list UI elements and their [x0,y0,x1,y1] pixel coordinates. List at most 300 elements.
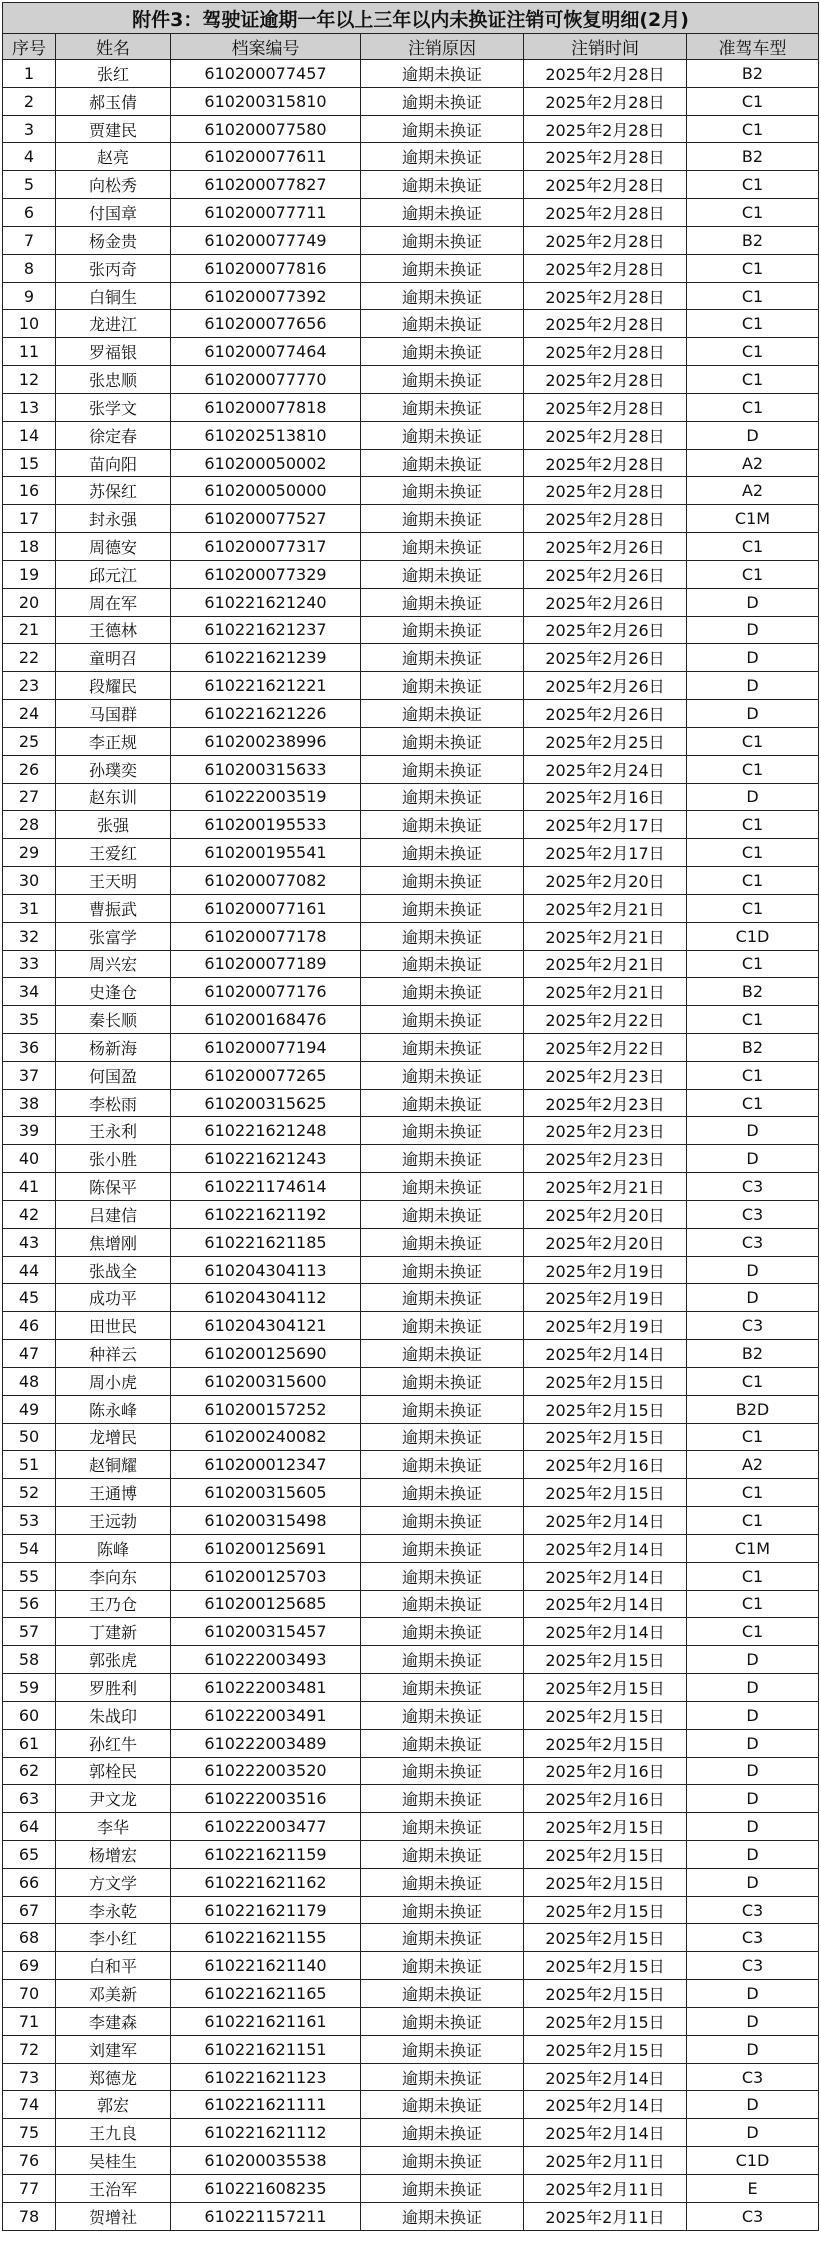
cell-reason: 逾期未换证 [361,1841,524,1869]
cell-name: 王德林 [56,616,171,644]
cell-date: 2025年2月19日 [524,1256,687,1284]
document-sheet [2,2,818,2231]
cell-date: 2025年2月15日 [524,2035,687,2063]
cell-date: 2025年2月28日 [524,254,687,282]
table-row [3,2007,819,2035]
table-row [3,644,819,672]
cell-license-class: C3 [687,1312,819,1340]
title-row [3,3,819,34]
column-header-name: 姓名 [56,34,171,60]
cell-license-class: C1 [687,1479,819,1507]
cell-name: 吕建信 [56,1200,171,1228]
cell-date: 2025年2月15日 [524,1479,687,1507]
cell-file-number: 610200077189 [171,950,361,978]
cell-index: 68 [3,1924,56,1952]
table-row [3,755,819,783]
cell-file-number: 610222003493 [171,1646,361,1674]
cell-reason: 逾期未换证 [361,1701,524,1729]
table-row [3,1089,819,1117]
column-header-index: 序号 [3,34,56,60]
table-row [3,1980,819,2008]
cell-date: 2025年2月21日 [524,894,687,922]
cell-license-class: C1 [687,811,819,839]
cell-index: 54 [3,1534,56,1562]
cell-file-number: 610200077082 [171,867,361,895]
cell-name: 周小虎 [56,1367,171,1395]
cell-file-number: 610200012347 [171,1451,361,1479]
cell-index: 2 [3,87,56,115]
cell-license-class: D [687,1868,819,1896]
cell-name: 陈保平 [56,1173,171,1201]
cell-date: 2025年2月28日 [524,310,687,338]
table-row [3,1729,819,1757]
cell-reason: 逾期未换证 [361,1284,524,1312]
cell-date: 2025年2月28日 [524,87,687,115]
cell-name: 付国章 [56,199,171,227]
cell-date: 2025年2月26日 [524,560,687,588]
cell-date: 2025年2月15日 [524,1896,687,1924]
table-row [3,1674,819,1702]
cell-reason: 逾期未换证 [361,2147,524,2175]
table-row [3,1033,819,1061]
cell-date: 2025年2月23日 [524,1117,687,1145]
cell-file-number: 610200077827 [171,171,361,199]
cell-file-number: 610221621239 [171,644,361,672]
cell-file-number: 610221621185 [171,1228,361,1256]
cell-license-class: D [687,1785,819,1813]
cell-index: 63 [3,1785,56,1813]
cell-license-class: C1M [687,1534,819,1562]
cell-name: 李建森 [56,2007,171,2035]
cell-reason: 逾期未换证 [361,1340,524,1368]
cell-date: 2025年2月28日 [524,171,687,199]
cell-license-class: C1M [687,505,819,533]
table-row [3,1367,819,1395]
cell-date: 2025年2月26日 [524,672,687,700]
table-row [3,1757,819,1785]
cell-index: 7 [3,226,56,254]
table-row [3,1590,819,1618]
cell-name: 王治军 [56,2174,171,2202]
cell-name: 李正规 [56,727,171,755]
cell-name: 郑德龙 [56,2063,171,2091]
cell-reason: 逾期未换证 [361,1757,524,1785]
table-row [3,393,819,421]
cell-name: 李华 [56,1813,171,1841]
cell-date: 2025年2月25日 [524,727,687,755]
cell-index: 62 [3,1757,56,1785]
cell-index: 53 [3,1507,56,1535]
cell-date: 2025年2月15日 [524,1423,687,1451]
cell-name: 龙增民 [56,1423,171,1451]
cell-name: 段耀民 [56,672,171,700]
cell-name: 王天明 [56,867,171,895]
cell-index: 23 [3,672,56,700]
cell-index: 52 [3,1479,56,1507]
cell-index: 42 [3,1200,56,1228]
cell-reason: 逾期未换证 [361,143,524,171]
cell-date: 2025年2月14日 [524,1562,687,1590]
cell-index: 51 [3,1451,56,1479]
table-row [3,171,819,199]
cell-date: 2025年2月21日 [524,978,687,1006]
cell-file-number: 610200168476 [171,1006,361,1034]
cell-file-number: 610222003491 [171,1701,361,1729]
cell-name: 白和平 [56,1952,171,1980]
cell-index: 27 [3,783,56,811]
cell-file-number: 610221621140 [171,1952,361,1980]
cell-name: 龙进江 [56,310,171,338]
cell-reason: 逾期未换证 [361,2035,524,2063]
cell-name: 朱战印 [56,1701,171,1729]
cell-reason: 逾期未换证 [361,1395,524,1423]
cell-name: 封永强 [56,505,171,533]
cell-index: 21 [3,616,56,644]
cell-license-class: B2 [687,226,819,254]
table-row [3,727,819,755]
cell-name: 成功平 [56,1284,171,1312]
cell-date: 2025年2月20日 [524,1228,687,1256]
table-row [3,1646,819,1674]
cell-license-class: D [687,1980,819,2008]
cell-license-class: C1D [687,922,819,950]
table-row [3,199,819,227]
cell-license-class: C1 [687,867,819,895]
table-row [3,1813,819,1841]
cell-name: 曹振武 [56,894,171,922]
cell-file-number: 610221621112 [171,2119,361,2147]
cell-reason: 逾期未换证 [361,700,524,728]
cell-name: 张忠顺 [56,366,171,394]
cell-name: 史逢仓 [56,978,171,1006]
cell-index: 1 [3,60,56,88]
cell-reason: 逾期未换证 [361,1896,524,1924]
cell-index: 25 [3,727,56,755]
table-row [3,477,819,505]
cell-name: 方文学 [56,1868,171,1896]
cell-reason: 逾期未换证 [361,1868,524,1896]
cell-license-class: D [687,1757,819,1785]
cell-name: 李向东 [56,1562,171,1590]
cell-index: 9 [3,282,56,310]
cell-file-number: 610200125703 [171,1562,361,1590]
column-header-date: 注销时间 [524,34,687,60]
cell-reason: 逾期未换证 [361,1200,524,1228]
cell-date: 2025年2月21日 [524,950,687,978]
cell-name: 田世民 [56,1312,171,1340]
cell-reason: 逾期未换证 [361,226,524,254]
cell-license-class: C1 [687,366,819,394]
cell-file-number: 610221621248 [171,1117,361,1145]
table-row [3,588,819,616]
cell-index: 36 [3,1033,56,1061]
cell-file-number: 610222003477 [171,1813,361,1841]
cell-reason: 逾期未换证 [361,1256,524,1284]
cell-license-class: D [687,1729,819,1757]
table-row [3,366,819,394]
cell-file-number: 610221174614 [171,1173,361,1201]
cell-file-number: 610221621111 [171,2091,361,2119]
cell-date: 2025年2月20日 [524,867,687,895]
cell-name: 秦长顺 [56,1006,171,1034]
cell-license-class: C1 [687,950,819,978]
table-row [3,60,819,88]
cell-name: 种祥云 [56,1340,171,1368]
cell-license-class: C1 [687,393,819,421]
cell-file-number: 610200315633 [171,755,361,783]
cell-license-class: D [687,1256,819,1284]
table-row [3,672,819,700]
cell-index: 64 [3,1813,56,1841]
cell-index: 29 [3,839,56,867]
cell-date: 2025年2月16日 [524,783,687,811]
cell-file-number: 610200315600 [171,1367,361,1395]
cell-file-number: 610200125685 [171,1590,361,1618]
cell-date: 2025年2月15日 [524,1367,687,1395]
cell-reason: 逾期未换证 [361,254,524,282]
cell-file-number: 610200195533 [171,811,361,839]
cell-license-class: C3 [687,1924,819,1952]
cell-date: 2025年2月22日 [524,1006,687,1034]
cell-file-number: 610221621162 [171,1868,361,1896]
cell-license-class: D [687,672,819,700]
cell-name: 贺增社 [56,2202,171,2230]
table-row [3,867,819,895]
table-row [3,1145,819,1173]
cell-file-number: 610200077317 [171,533,361,561]
table-row [3,700,819,728]
cell-license-class: C1 [687,894,819,922]
cell-reason: 逾期未换证 [361,1507,524,1535]
cell-reason: 逾期未换证 [361,1145,524,1173]
table-row [3,1479,819,1507]
cell-license-class: C3 [687,1228,819,1256]
cell-name: 尹文龙 [56,1785,171,1813]
table-row [3,2035,819,2063]
cell-reason: 逾期未换证 [361,366,524,394]
cell-date: 2025年2月21日 [524,922,687,950]
cell-index: 61 [3,1729,56,1757]
cell-name: 周兴宏 [56,950,171,978]
cell-index: 70 [3,1980,56,2008]
cell-name: 罗胜利 [56,1674,171,1702]
cell-file-number: 610200077178 [171,922,361,950]
cell-name: 郭栓民 [56,1757,171,1785]
cell-file-number: 610200077656 [171,310,361,338]
table-row [3,1952,819,1980]
cell-reason: 逾期未换证 [361,2063,524,2091]
cell-name: 苗向阳 [56,449,171,477]
cell-index: 47 [3,1340,56,1368]
cell-date: 2025年2月15日 [524,1841,687,1869]
cell-date: 2025年2月15日 [524,1813,687,1841]
cell-index: 69 [3,1952,56,1980]
cell-index: 31 [3,894,56,922]
cell-index: 18 [3,533,56,561]
cell-file-number: 610200077265 [171,1061,361,1089]
cell-file-number: 610200077329 [171,560,361,588]
table-row [3,616,819,644]
cell-reason: 逾期未换证 [361,867,524,895]
cell-date: 2025年2月26日 [524,616,687,644]
cell-license-class: B2 [687,1340,819,1368]
cell-license-class: D [687,644,819,672]
cell-name: 罗福银 [56,338,171,366]
cell-reason: 逾期未换证 [361,533,524,561]
cell-reason: 逾期未换证 [361,1228,524,1256]
cell-index: 73 [3,2063,56,2091]
cell-index: 14 [3,421,56,449]
cell-license-class: D [687,588,819,616]
cell-reason: 逾期未换证 [361,1674,524,1702]
cell-file-number: 610204304121 [171,1312,361,1340]
table-row [3,1340,819,1368]
cell-index: 12 [3,366,56,394]
cell-reason: 逾期未换证 [361,1061,524,1089]
cell-index: 5 [3,171,56,199]
cell-license-class: C1 [687,1507,819,1535]
table-row [3,1395,819,1423]
cell-date: 2025年2月23日 [524,1145,687,1173]
cell-reason: 逾期未换证 [361,2119,524,2147]
table-body [3,60,819,2231]
cell-file-number: 610200125690 [171,1340,361,1368]
cell-index: 49 [3,1395,56,1423]
cell-reason: 逾期未换证 [361,1924,524,1952]
cell-license-class: D [687,616,819,644]
cell-license-class: C3 [687,2063,819,2091]
cell-date: 2025年2月28日 [524,366,687,394]
cell-index: 3 [3,115,56,143]
table-row [3,421,819,449]
cell-reason: 逾期未换证 [361,1729,524,1757]
cell-date: 2025年2月28日 [524,143,687,171]
cell-name: 陈永峰 [56,1395,171,1423]
cell-license-class: C3 [687,2202,819,2230]
cell-date: 2025年2月26日 [524,588,687,616]
cell-reason: 逾期未换证 [361,199,524,227]
cell-reason: 逾期未换证 [361,2007,524,2035]
cell-date: 2025年2月15日 [524,1395,687,1423]
cell-reason: 逾期未换证 [361,2202,524,2230]
cell-name: 周德安 [56,533,171,561]
cell-name: 李小红 [56,1924,171,1952]
cell-index: 77 [3,2174,56,2202]
cell-date: 2025年2月23日 [524,1061,687,1089]
cell-name: 张丙奇 [56,254,171,282]
cell-name: 杨增宏 [56,1841,171,1869]
cell-reason: 逾期未换证 [361,1423,524,1451]
cell-reason: 逾期未换证 [361,2091,524,2119]
cell-reason: 逾期未换证 [361,755,524,783]
cell-reason: 逾期未换证 [361,644,524,672]
cell-reason: 逾期未换证 [361,1646,524,1674]
cell-index: 44 [3,1256,56,1284]
cell-date: 2025年2月24日 [524,755,687,783]
cell-date: 2025年2月26日 [524,533,687,561]
cell-license-class: D [687,2119,819,2147]
cell-index: 10 [3,310,56,338]
cell-index: 26 [3,755,56,783]
cell-file-number: 610200077749 [171,226,361,254]
cell-date: 2025年2月20日 [524,1200,687,1228]
table-row [3,115,819,143]
cell-file-number: 610221621155 [171,1924,361,1952]
table-row [3,1785,819,1813]
cell-name: 邓美新 [56,1980,171,2008]
cell-name: 王永利 [56,1117,171,1145]
cell-reason: 逾期未换证 [361,338,524,366]
table-row [3,560,819,588]
table-row [3,1618,819,1646]
cell-file-number: 610200240082 [171,1423,361,1451]
cell-name: 贾建民 [56,115,171,143]
cell-reason: 逾期未换证 [361,1980,524,2008]
cell-license-class: D [687,1145,819,1173]
table-row [3,1896,819,1924]
cell-date: 2025年2月15日 [524,1646,687,1674]
cell-date: 2025年2月14日 [524,1618,687,1646]
cell-license-class: D [687,1674,819,1702]
cell-license-class: C1D [687,2147,819,2175]
table-row [3,811,819,839]
cell-name: 赵铜耀 [56,1451,171,1479]
cell-index: 59 [3,1674,56,1702]
table-row [3,1534,819,1562]
cell-index: 11 [3,338,56,366]
cell-name: 杨新海 [56,1033,171,1061]
cell-date: 2025年2月14日 [524,1534,687,1562]
cell-index: 75 [3,2119,56,2147]
cell-date: 2025年2月14日 [524,2091,687,2119]
cell-date: 2025年2月19日 [524,1312,687,1340]
cell-license-class: D [687,1841,819,1869]
cell-reason: 逾期未换证 [361,922,524,950]
table-row [3,1924,819,1952]
cell-index: 50 [3,1423,56,1451]
cell-reason: 逾期未换证 [361,115,524,143]
cell-index: 60 [3,1701,56,1729]
cell-date: 2025年2月28日 [524,338,687,366]
cell-name: 王爱红 [56,839,171,867]
cell-reason: 逾期未换证 [361,616,524,644]
table-row [3,87,819,115]
cell-date: 2025年2月17日 [524,811,687,839]
cell-reason: 逾期未换证 [361,1367,524,1395]
cell-file-number: 610221621123 [171,2063,361,2091]
cell-reason: 逾期未换证 [361,727,524,755]
cell-reason: 逾期未换证 [361,839,524,867]
cell-reason: 逾期未换证 [361,477,524,505]
cell-file-number: 610200077770 [171,366,361,394]
cell-file-number: 610200315625 [171,1089,361,1117]
cell-name: 白铜生 [56,282,171,310]
cell-file-number: 610222003516 [171,1785,361,1813]
cell-file-number: 610202513810 [171,421,361,449]
cell-license-class: C1 [687,1089,819,1117]
cell-file-number: 610200077711 [171,199,361,227]
cell-license-class: D [687,1117,819,1145]
cell-name: 孙璞奕 [56,755,171,783]
cell-index: 22 [3,644,56,672]
cell-index: 40 [3,1145,56,1173]
table-row [3,310,819,338]
cell-file-number: 610204304113 [171,1256,361,1284]
cell-name: 赵亮 [56,143,171,171]
cell-name: 张学文 [56,393,171,421]
cell-reason: 逾期未换证 [361,1590,524,1618]
cell-file-number: 610200077176 [171,978,361,1006]
